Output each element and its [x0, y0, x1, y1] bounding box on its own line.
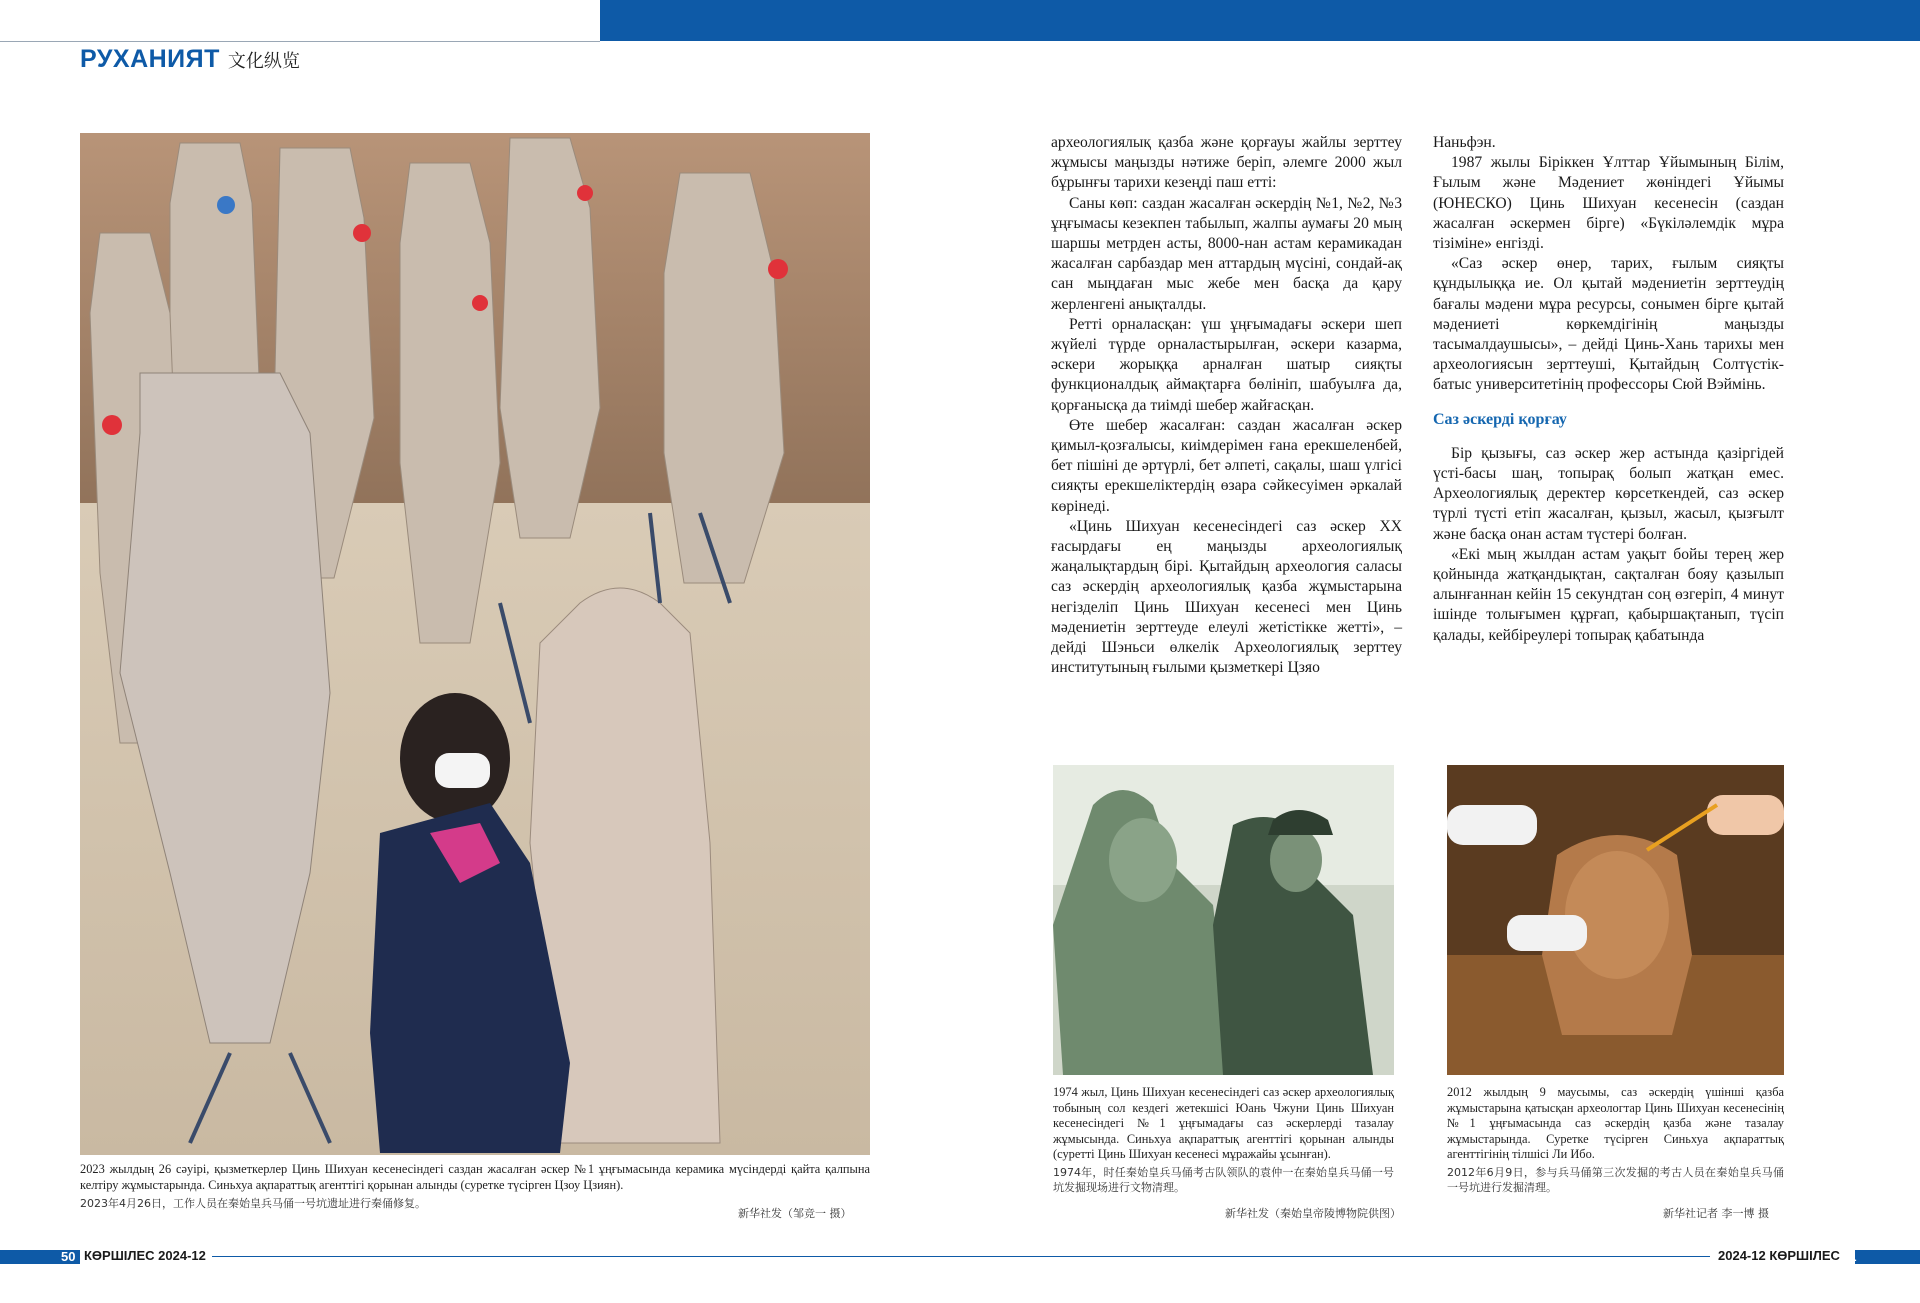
footer-right-rule: [960, 1256, 1710, 1257]
main-photo: [80, 133, 870, 1155]
footer-left-text: КӨРШІЛЕС 2024-12: [84, 1248, 212, 1263]
main-photo-caption: [80, 1162, 870, 1211]
section-heading: [80, 45, 300, 74]
footer-right-text: 2024-12 КӨРШІЛЕС: [1712, 1248, 1840, 1263]
paragraph: археологиялық қазба және қорғауы жайлы зерттеу жұмысы маңызды нәтиже беріп, әлемге 2000 жыл бұрынғы тарихи кезеңді паш етті:: [1051, 134, 1402, 192]
paragraph: «Цинь Шихуан кесенесіндегі саз әскер XX ғасырдағы ең маңызды археологиялық жаңалықтардың бірі. Қытайдың археология саласы саз әскердің археологиялық қазба жұмыстарына негізделіп Цинь Шихуан кесенесі мен Цинь мәдениетін зерттеуде елеулі жетістікке жетті», – дейді Шэньси өлкелік Археологиялық зерттеу институтының ғылыми қызметкері Цзяо: [1051, 517, 1402, 677]
paragraph: Наньфэн.: [1433, 134, 1496, 151]
page-number-right: 51: [1842, 1249, 1857, 1264]
article-column-2: [1433, 133, 1784, 646]
archive-photo-1974: [1053, 765, 1394, 1075]
excavation-photo-credit: 新华社记者 李一博 摄: [1663, 1207, 1769, 1220]
archive-caption-cn: 1974年，时任秦始皇兵马俑考古队领队的袁仲一在秦始皇兵马俑一号坑发掘现场进行文物清理。: [1053, 1165, 1394, 1194]
paragraph: Саны көп: саздан жасалған әскердің №1, №2, №3 ұңғымасы кезекпен табылып, жалпы аумағы 20 мың шаршы метрден асты, 8000-нан астам керамикадан жасалған сарбаздар мен аттардың мүсіні, сондай-ақ сан мыңдаған мыс жебе мен басқа да қару жерленгені анықталды.: [1051, 194, 1402, 313]
main-photo-credit: 新华社发（邹竞一 摄）: [738, 1207, 852, 1220]
excavation-photo-caption: [1447, 1085, 1784, 1195]
excavation-caption-cn: 2012年6月9日，参与兵马俑第三次发掘的考古人员在秦始皇兵马俑一号坑进行发掘清理。: [1447, 1165, 1784, 1194]
paragraph: 1987 жылы Біріккен Ұлттар Ұйымының Білім, Ғылым және Мәдениет жөніндегі Ұйымы (ЮНЕСКО) Цинь Шихуан кесенесін (саздан жасалған әскермен бірге) «Бүкіләлемдік мұра тізіміне» енгізді.: [1433, 154, 1784, 253]
footer-right-bar: [1855, 1250, 1920, 1264]
footer-left-rule: [210, 1256, 960, 1257]
archive-photo-caption: [1053, 1085, 1394, 1195]
paragraph: Бір қызығы, саз әскер жер астында қазіргідей үсті-басы шаң, топырақ болып жатқан емес. Археологиялық деректер көрсеткендей, саз әскер түрлі түсті етіп жасалған, қызыл, жасыл, қызғылт және басқа онан астам түстері болған.: [1433, 444, 1784, 543]
subheading: Саз әскерді қорғау: [1433, 410, 1567, 428]
section-title-cn: 文化纵览: [227, 51, 300, 72]
main-caption-cn: 2023年4月26日，工作人员在秦始皇兵马俑一号坑遗址进行秦俑修复。: [80, 1197, 426, 1211]
header-blue-bar: [600, 0, 1920, 41]
archive-photo-credit: 新华社发（秦始皇帝陵博物院供图）: [1225, 1207, 1401, 1220]
header-rule: [0, 41, 600, 42]
page-number-left: 50: [61, 1249, 76, 1264]
article-column-1: [1051, 133, 1402, 678]
excavation-photo-2012: [1447, 765, 1784, 1075]
paragraph: Өте шебер жасалған: саздан жасалған әскер қимыл-қозғалысы, киімдерімен ғана ерекшеленбей, бет пішіні де әртүрлі, бет әлпеті, сақалы, шаш үлгісі сияқты ерекшеліктердің өзара сәйкесуімен әркалай көрінеді.: [1051, 416, 1402, 515]
paragraph: «Саз әскер өнер, тарих, ғылым сияқты құндылыққа ие. Ол қытай мәдениетін зерттеудің бағалы мәдени мұра ресурсы, сонымен бірге қытай мәдениеті көркемдігінің маңызды тасымалдаушысы», – дейді Цинь-Хань тарихы мен археологиясын зерттеуші, Қытайдың Солтүстік-батыс университетінің профессоры Сюй Вэймінь.: [1433, 255, 1784, 394]
paragraph: «Екі мың жылдан астам уақыт бойы терең жер қойнында жатқандықтан, сақталған бояу қазылып алынғаннан кейін 15 секундтан соң өзгеріп, 4 минут ішінде толығымен құрғап, қабыршақтанып, түсіп қалады, кейбіреулері топырақ қабатында: [1433, 545, 1784, 644]
archive-caption-kz: 1974 жыл, Цинь Шихуан кесенесіндегі саз әскер археологиялық тобының сол кездегі жетекшісі Юань Чжуни Цинь Шихуан кесенесіндегі №1 ұңғымадағы саз әскерлерді тазалау жұмысында. Синьхуа ақпараттық агенттігі қорынан алынды (суретті Цинь Шихуан кесенесі мұражайы ұсынған).: [1053, 1085, 1394, 1162]
section-title-kz: РУХАНИЯТ: [80, 45, 220, 73]
excavation-caption-kz: 2012 жылдың 9 маусымы, саз әскердің үшінші қазба жұмыстарына қатысқан археологтар Цинь Шихуан кесенесінің №1 ұңғымасында саз әскердің қазба және тазалау жұмыстарында. Суретке түсірген Синьхуа ақпараттық агенттігінің тілшісі Ли Ибо.: [1447, 1085, 1784, 1162]
paragraph: Ретті орналасқан: үш ұңғымадағы әскери шеп жүйелі түрде орналастырылған, әскери казарма, әскери жорыққа арналған шатыр сияқты функционалдық аймақтарға бөлініп, шабуылға да, қорғанысқа да тиімді шебер жайғасқан.: [1051, 315, 1402, 414]
main-caption-kz: 2023 жылдың 26 сәуірі, қызметкерлер Цинь Шихуан кесенесіндегі саздан жасалған әскер №1 ұңғымасында керамика мүсіндерді қайта қалпына келтіру жұмыстарында. Синьхуа ақпараттық агенттігі қорынан алынды (суретке түсірген Цзоу Цзиян).: [80, 1162, 870, 1192]
